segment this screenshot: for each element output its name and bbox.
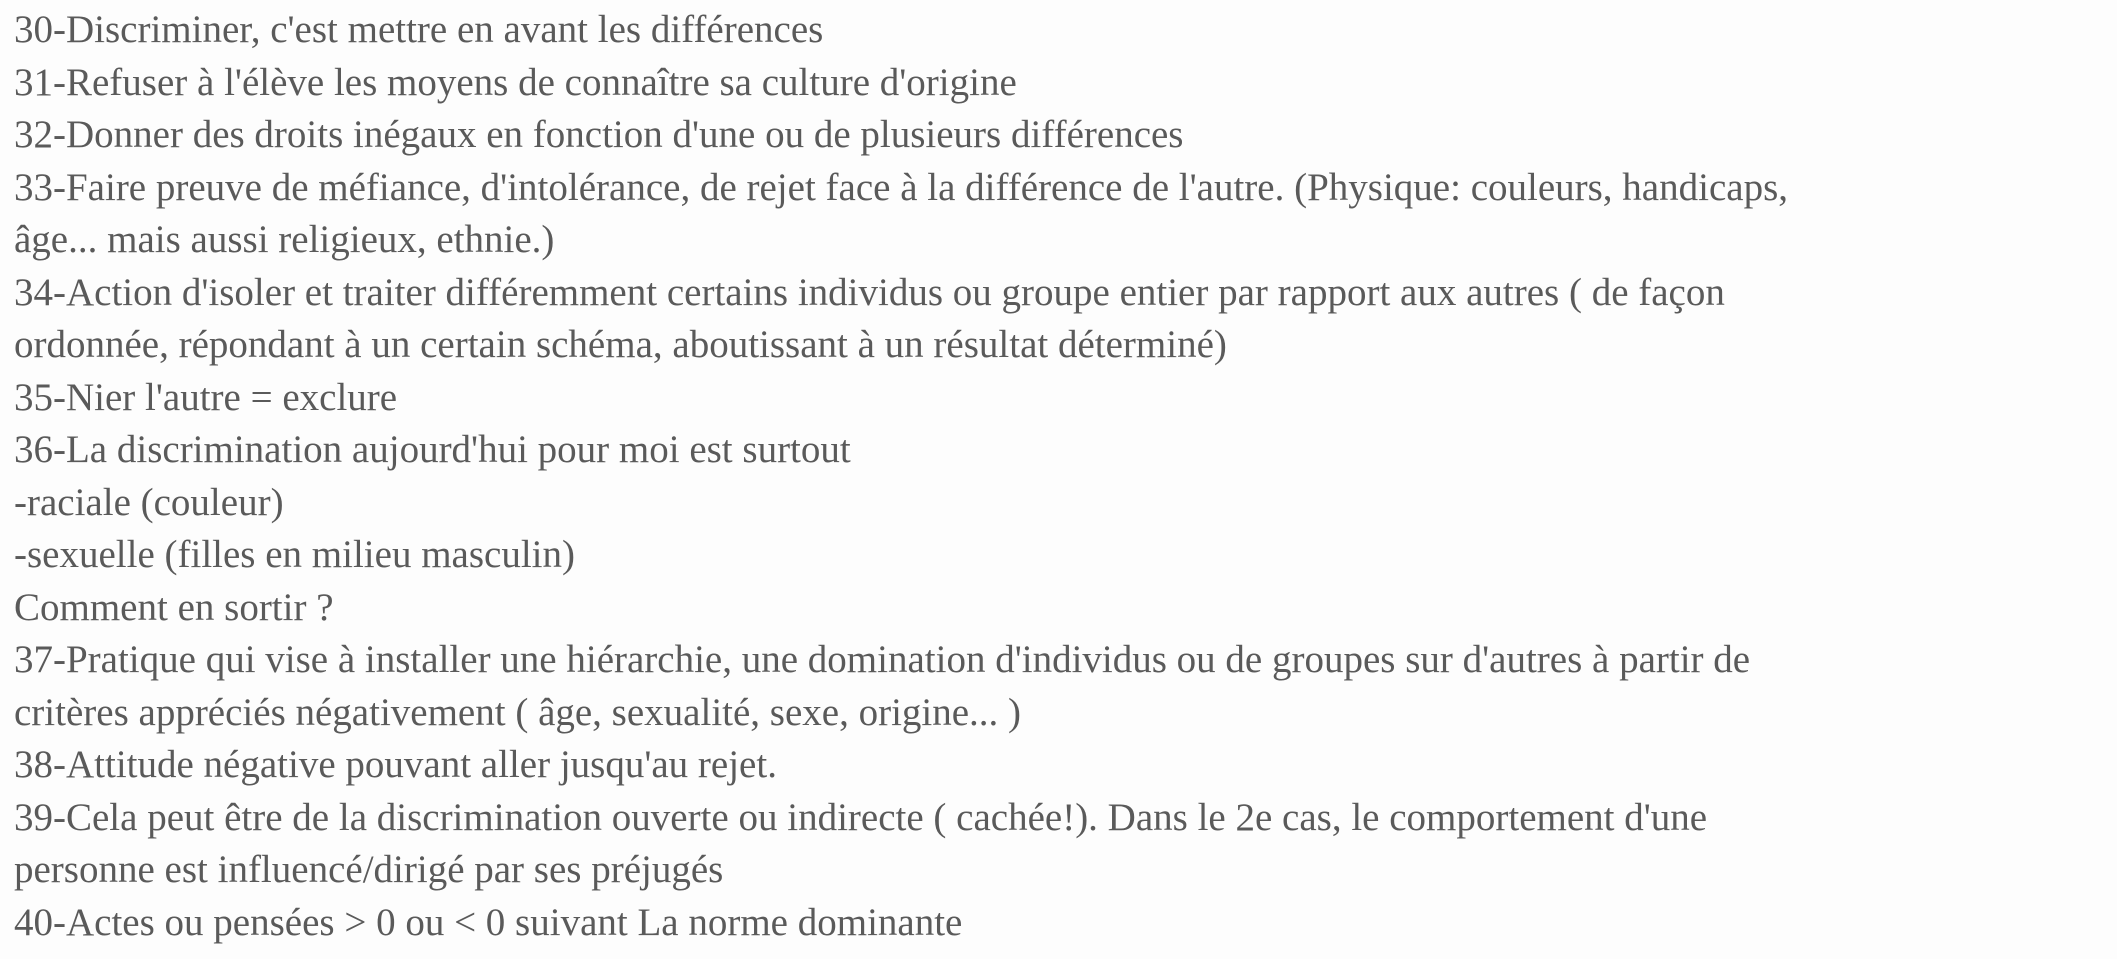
text-line-37-continued: critères appréciés négativement ( âge, sexualité, sexe, origine... ) — [14, 690, 1022, 734]
text-line-36-item-sexual: -sexuelle (filles en milieu masculin) — [14, 533, 575, 576]
text-line-34: 34-Action d'isoler et traiter différemment certains individus ou groupe entier par rapport aux autres ( de façon — [14, 270, 1725, 314]
text-line-33: 33-Faire preuve de méfiance, d'intolérance, de rejet face à la différence de l'autre. (Physique: couleurs, handicaps, — [14, 165, 1789, 209]
text-line-31: 31-Refuser à l'élève les moyens de connaître sa culture d'origine — [14, 60, 1017, 104]
document-text — [14, 4, 2111, 949]
text-line-33-continued: âge... mais aussi religieux, ethnie.) — [14, 218, 555, 261]
text-line-40: 40-Actes ou pensées > 0 ou < 0 suivant La norme dominante — [14, 900, 963, 944]
text-line-36: 36-La discrimination aujourd'hui pour moi est surtout — [14, 428, 851, 471]
text-line-39: 39-Cela peut être de la discrimination ouverte ou indirecte ( cachée!). Dans le 2e cas, le comportement d'une — [14, 795, 1708, 839]
text-line-35: 35-Nier l'autre = exclure — [14, 375, 398, 419]
text-line-39-continued: personne est influencé/dirigé par ses préjugés — [14, 848, 724, 891]
text-line-36-question: Comment en sortir ? — [14, 585, 334, 629]
text-line-32: 32-Donner des droits inégaux en fonction d'une ou de plusieurs différences — [14, 113, 1184, 156]
text-line-36-item-racial: -raciale (couleur) — [14, 480, 284, 524]
text-line-34-continued: ordonnée, répondant à un certain schéma, aboutissant à un résultat déterminé) — [14, 323, 1227, 366]
text-line-37: 37-Pratique qui vise à installer une hiérarchie, une domination d'individus ou de groupes sur d'autres à partir de — [14, 638, 1751, 681]
text-line-30: 30-Discriminer, c'est mettre en avant les différences — [14, 8, 824, 51]
text-line-38: 38-Attitude négative pouvant aller jusqu'au rejet. — [14, 743, 777, 786]
